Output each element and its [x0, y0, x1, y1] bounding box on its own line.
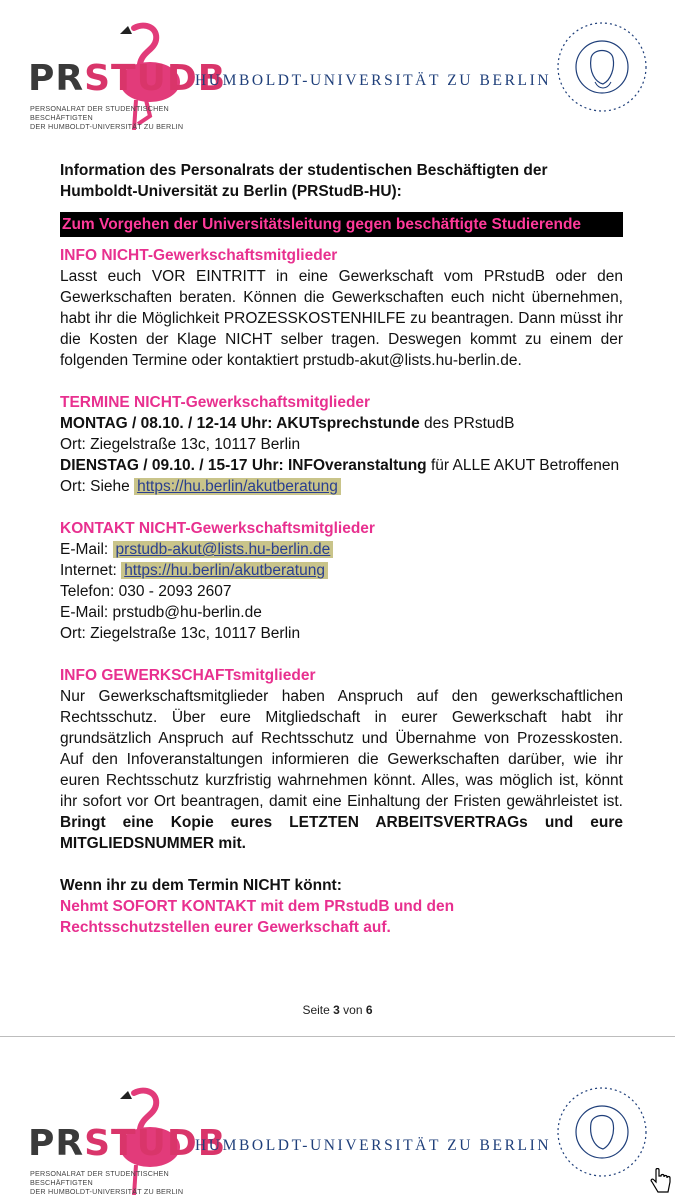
prstudb-logo	[28, 1085, 227, 1196]
logo-subtitle: PERSONALRAT DER STUDENTISCHEN BESCHÄFTIGTEN DER HUMBOLDT-UNIVERSITÄT ZU BERLIN	[30, 104, 184, 131]
akutberatung-link[interactable]: https://hu.berlin/akutberatung	[134, 478, 341, 495]
spacer	[60, 497, 623, 518]
akut-email-link[interactable]: prstudb-akut@lists.hu-berlin.de	[113, 541, 334, 558]
spacer	[60, 854, 623, 875]
logo-wordmark: PRSTUDB	[28, 1123, 227, 1164]
page-header	[0, 20, 675, 130]
kontakt-internet: Internet: https://hu.berlin/akutberatung	[60, 560, 623, 581]
info-gew-text: Nur Gewerkschaftsmitglieder haben Anspruch auf den gewerkschaftlichen Rechtsschutz. Über eure Mitgliedschaft in eurer Gewerkschaft habt ihr grundsätzlich Anspruch auf Rechtsschutz und Übernahme von Prozesskosten. Auf den Infoveranstaltungen informieren die Gewerkschaften darüber, wie ihr euren Rechtsschutz kurzfristig wahrnehmen könnt. Alles, was möglich ist, könnt ihr sofort vor Ort beantragen, damit eine Einhaltung der Fristen gewährleistet ist. Bringt eine Kopie eures LETZTEN ARBEITSVERTRAGs und eure MITGLIEDSNUMMER mit.	[60, 688, 623, 852]
kontakt-email1: E-Mail: prstudb-akut@lists.hu-berlin.de	[60, 539, 623, 560]
internet-link[interactable]: https://hu.berlin/akutberatung	[121, 562, 328, 579]
banner-title: Zum Vorgehen der Universitätsleitung gegen beschäftigte Studierende	[60, 212, 623, 237]
kontakt-telefon: Telefon: 030 - 2093 2607	[60, 583, 232, 600]
termin-dienstag-ort: Ort: Siehe https://hu.berlin/akutberatung	[60, 476, 623, 497]
info-nicht-text: Lasst euch VOR EINTRITT in eine Gewerkschaft vom PRstudB oder den Gewerkschaften beraten. Können die Gewerkschaften euch nicht übernehmen, habt ihr die Möglichkeit PROZESSKOSTENHILFE zu beantragen. Dann müsst ihr die Kosten der Klage NICHT selber tragen. Deswegen kommt zu einem der folgenden Termine oder kontaktiert prstudb-akut@lists.hu-berlin.de.	[60, 268, 623, 369]
spacer	[60, 371, 623, 392]
logo-subtitle: PERSONALRAT DER STUDENTISCHEN BESCHÄFTIGTEN DER HUMBOLDT-UNIVERSITÄT ZU BERLIN	[30, 1169, 184, 1196]
kontakt-ort: Ort: Ziegelstraße 13c, 10117 Berlin	[60, 625, 301, 642]
termin-dienstag: DIENSTAG / 09.10. / 15-17 Uhr: INFOveranstaltung für ALLE AKUT Betroffenen	[60, 457, 620, 474]
university-name: HUMBOLDT-UNIVERSITÄT ZU BERLIN	[195, 1137, 552, 1154]
page-number: Seite 3 von 6	[302, 1003, 373, 1017]
document-body	[60, 160, 623, 938]
info-nicht-heading: INFO NICHT-Gewerkschaftsmitglieder	[60, 247, 338, 264]
hu-seal-icon	[555, 20, 650, 115]
closing-question: Wenn ihr zu dem Termin NICHT könnt:	[60, 877, 342, 894]
next-page-header	[0, 1085, 675, 1195]
hu-seal-icon	[555, 1085, 650, 1180]
kontakt-heading: KONTAKT NICHT-Gewerkschaftsmitglieder	[60, 520, 375, 537]
intro-text: Information des Personalrats der studentischen Beschäftigten der Humboldt-Universität zu Berlin (PRStudB-HU):	[60, 162, 548, 200]
termin-montag: MONTAG / 08.10. / 12-14 Uhr: AKUTsprechstunde des PRstudB	[60, 415, 515, 432]
prstudb-logo	[28, 20, 227, 131]
closing-action: Nehmt SOFORT KONTAKT mit dem PRstudB und den Rechtsschutzstellen eurer Gewerkschaft auf.	[60, 898, 455, 936]
termine-heading: TERMINE NICHT-Gewerkschaftsmitglieder	[60, 394, 371, 411]
info-gew-heading: INFO GEWERKSCHAFTsmitglieder	[60, 667, 316, 684]
university-name: HUMBOLDT-UNIVERSITÄT ZU BERLIN	[195, 72, 552, 89]
hand-cursor-icon	[648, 1168, 672, 1196]
page-separator	[0, 1036, 675, 1037]
logo-wordmark: PRSTUDB	[28, 58, 227, 99]
kontakt-email2: E-Mail: prstudb@hu-berlin.de	[60, 604, 262, 621]
termin-montag-ort: Ort: Ziegelstraße 13c, 10117 Berlin	[60, 436, 301, 453]
spacer	[60, 644, 623, 665]
